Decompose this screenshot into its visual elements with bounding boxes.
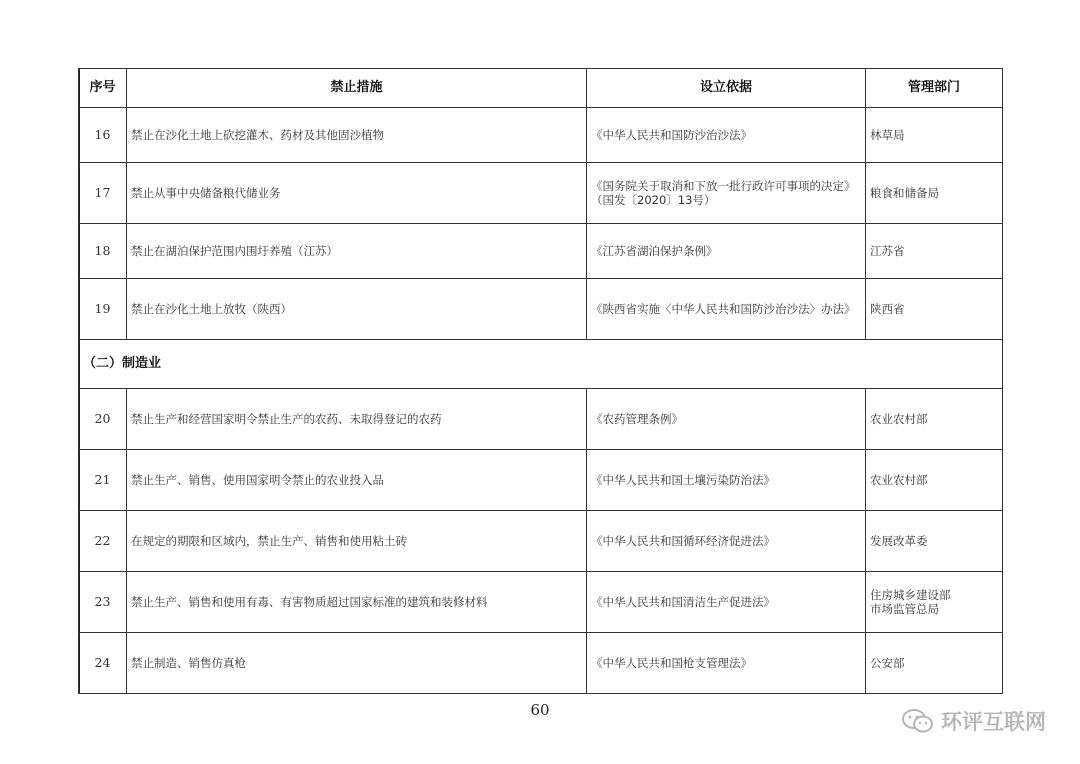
row-basis: 《中华人民共和国防沙治沙法》 (587, 108, 866, 163)
row-no: 18 (79, 224, 127, 279)
header-dept: 管理部门 (866, 69, 1003, 108)
row-basis: 《陕西省实施〈中华人民共和国防沙治沙法〉办法》 (587, 279, 866, 340)
table-row (79, 389, 1003, 450)
prohibition-table-container (78, 68, 1002, 694)
header-no: 序号 (79, 69, 127, 108)
row-basis: 《江苏省湖泊保护条例》 (587, 224, 866, 279)
table-row (79, 224, 1003, 279)
table-row (79, 279, 1003, 340)
row-basis: 《中华人民共和国土壤污染防治法》 (587, 450, 866, 511)
row-measure: 禁止从事中央储备粮代储业务 (127, 163, 587, 224)
row-measure: 禁止在沙化土地上放牧（陕西） (127, 279, 587, 340)
table-row (79, 511, 1003, 572)
prohibition-table (78, 68, 1003, 694)
row-dept: 发展改革委 (866, 511, 1003, 572)
page-number: 60 (530, 701, 550, 719)
row-no: 21 (79, 450, 127, 511)
row-dept: 林草局 (866, 108, 1003, 163)
row-no: 19 (79, 279, 127, 340)
row-no: 16 (79, 108, 127, 163)
table-row (79, 163, 1003, 224)
row-measure: 禁止生产、销售和使用有毒、有害物质超过国家标准的建筑和装修材料 (127, 572, 587, 633)
section-row (79, 340, 1003, 389)
row-dept: 公安部 (866, 633, 1003, 694)
row-measure: 禁止在湖泊保护范围内围圩养殖（江苏） (127, 224, 587, 279)
row-dept: 住房城乡建设部 市场监管总局 (866, 572, 1003, 633)
row-basis: 《中华人民共和国清洁生产促进法》 (587, 572, 866, 633)
row-no: 20 (79, 389, 127, 450)
table-row (79, 450, 1003, 511)
section-heading: （二）制造业 (79, 340, 1003, 389)
watermark-text: 环评互联网 (941, 710, 1046, 734)
row-dept: 粮食和储备局 (866, 163, 1003, 224)
row-dept: 陕西省 (866, 279, 1003, 340)
row-no: 24 (79, 633, 127, 694)
row-basis: 《中华人民共和国循环经济促进法》 (587, 511, 866, 572)
row-measure: 在规定的期限和区域内，禁止生产、销售和使用粘土砖 (127, 511, 587, 572)
table-header-row (79, 69, 1003, 108)
row-dept: 江苏省 (866, 224, 1003, 279)
row-no: 17 (79, 163, 127, 224)
row-dept: 农业农村部 (866, 389, 1003, 450)
wechat-icon (901, 708, 935, 734)
row-measure: 禁止生产、销售、使用国家明令禁止的农业投入品 (127, 450, 587, 511)
watermark (901, 706, 1046, 736)
row-basis: 《农药管理条例》 (587, 389, 866, 450)
table-row (79, 633, 1003, 694)
row-basis: 《中华人民共和国枪支管理法》 (587, 633, 866, 694)
table-row (79, 108, 1003, 163)
row-measure: 禁止在沙化土地上砍挖灌木、药材及其他固沙植物 (127, 108, 587, 163)
row-measure: 禁止制造、销售仿真枪 (127, 633, 587, 694)
row-dept: 农业农村部 (866, 450, 1003, 511)
row-no: 22 (79, 511, 127, 572)
header-basis: 设立依据 (587, 69, 866, 108)
header-measure: 禁止措施 (127, 69, 587, 108)
row-basis: 《国务院关于取消和下放一批行政许可事项的决定》（国发〔2020〕13号） (587, 163, 866, 224)
row-measure: 禁止生产和经营国家明令禁止生产的农药、未取得登记的农药 (127, 389, 587, 450)
table-row (79, 572, 1003, 633)
row-no: 23 (79, 572, 127, 633)
